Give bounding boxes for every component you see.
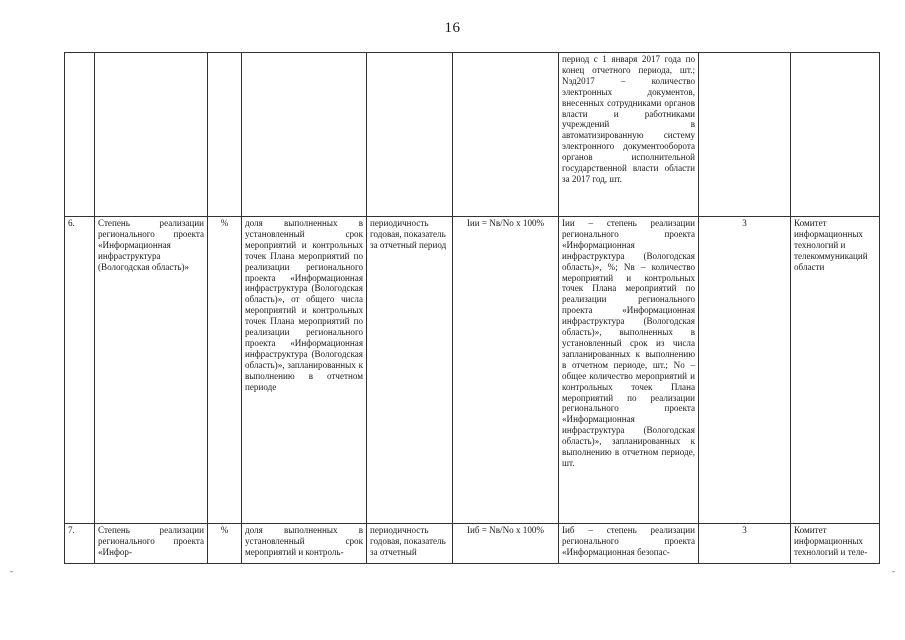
cell-value: 3 [699, 524, 791, 564]
edge-mark-right: - [892, 566, 895, 576]
indicator-table [64, 52, 880, 564]
cell-name: Степень реализации регионального проекта «Информационная инфраструктура (Вологодская область)» [95, 217, 208, 524]
cell-unit: % [208, 524, 242, 564]
cell-name: Степень реализации регионального проекта «Инфор- [95, 524, 208, 564]
cell-name [95, 53, 208, 217]
cell-value: 3 [699, 217, 791, 524]
cell-period [367, 53, 453, 217]
cell-period: периодичность годовая, показатель за отчетный [367, 524, 453, 564]
table-row [65, 53, 880, 217]
cell-value [699, 53, 791, 217]
cell-definition [242, 53, 367, 217]
cell-period: периодичность годовая, показатель за отчетный период [367, 217, 453, 524]
cell-formula [453, 53, 559, 217]
cell-calc: Iии – степень реализации регионального проекта «Информационная инфраструктура (Вологодская область)», %; Nв – количество мероприятий и контрольных точек Плана мероприятий по реализации регионального проекта «Информационная инфраструктура (Вологодская область)», выполненных в установленный срок из числа запланированных к выполнению в отчетном периоде, шт.; Nо – общее количество мероприятий и контрольных точек Плана мероприятий по реализации регионального проекта «Информационная инфраструктура (Вологодская область)», запланированных к выполнению в отчетном периоде, шт. [559, 217, 699, 524]
cell-calc: Iиб – степень реализации регионального проекта «Информационная безопас- [559, 524, 699, 564]
table-row [65, 217, 880, 524]
cell-unit: % [208, 217, 242, 524]
cell-num: 6. [65, 217, 95, 524]
edge-mark-left: - [10, 566, 13, 576]
cell-num: 7. [65, 524, 95, 564]
cell-resp: Комитет информационных технологий и теле- [791, 524, 880, 564]
table-row [65, 524, 880, 564]
cell-unit [208, 53, 242, 217]
page-number: 16 [444, 20, 461, 36]
cell-resp: Комитет информационных технологий и телекоммуникаций области [791, 217, 880, 524]
cell-resp [791, 53, 880, 217]
cell-num [65, 53, 95, 217]
cell-formula: Iиб = Nв/Nо x 100% [453, 524, 559, 564]
cell-calc: период с 1 января 2017 года по конец отчетного периода, шт.; Nэд2017 – количество электронных документов, внесенных сотрудниками органов власти и работниками учреждений в автоматизированную систему электронного документооборота органов исполнительной государственной власти области за 2017 год, шт. [559, 53, 699, 217]
cell-definition: доля выполненных в установленный срок мероприятий и контроль- [242, 524, 367, 564]
cell-formula: Iии = Nв/Nо x 100% [453, 217, 559, 524]
cell-definition: доля выполненных в установленный срок мероприятий и контрольных точек Плана мероприятий по реализации регионального проекта «Информационная инфраструктура (Вологодская область)», от общего числа мероприятий и контрольных точек Плана мероприятий по реализации регионального проекта «Информационная инфраструктура (Вологодская область)», запланированных к выполнению в отчетном периоде [242, 217, 367, 524]
